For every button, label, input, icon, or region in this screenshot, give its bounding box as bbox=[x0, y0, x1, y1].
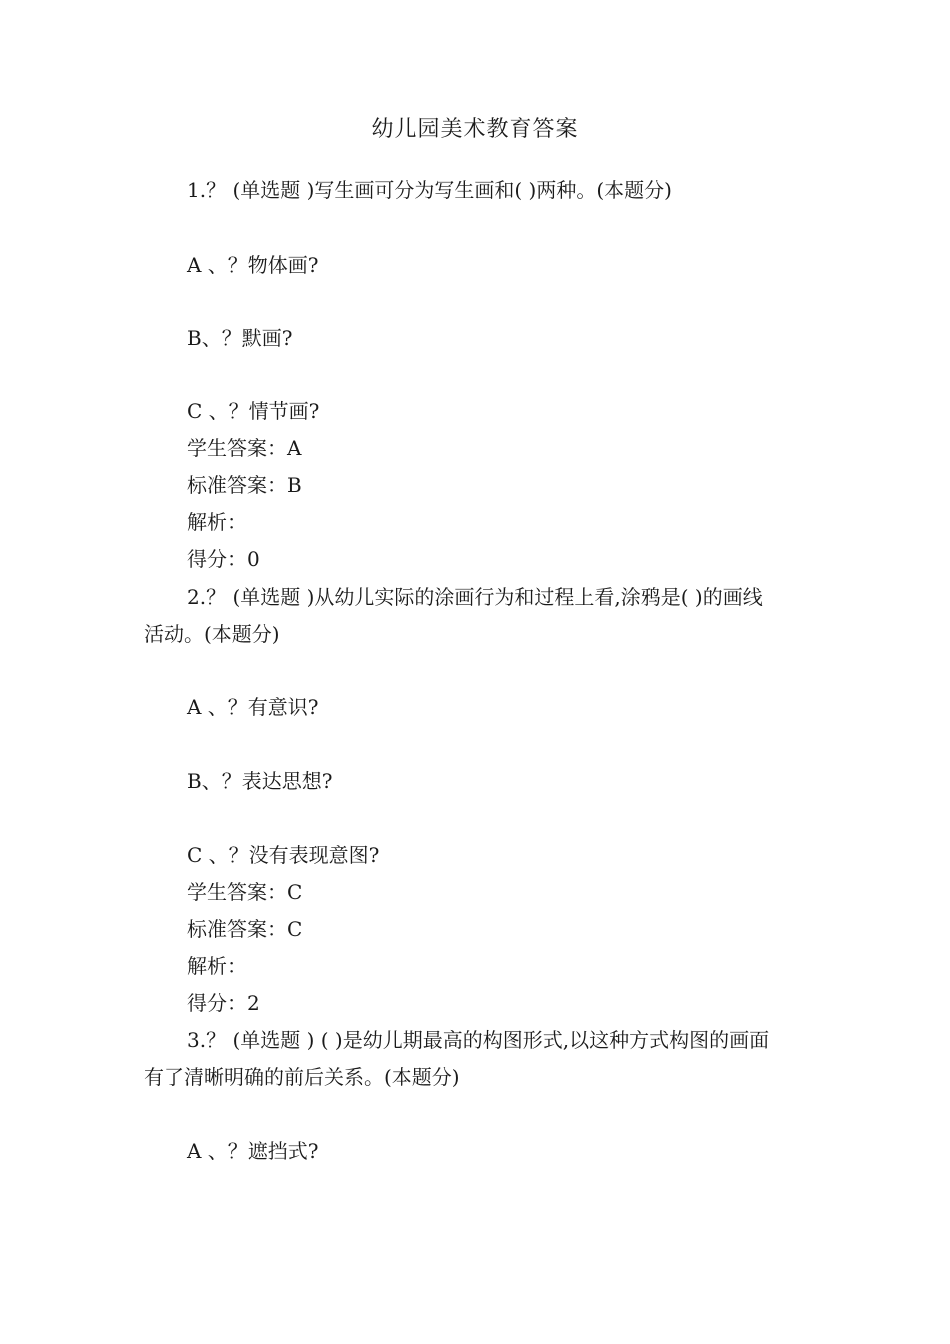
question-3-stem: 3.？ (单选题 ) ( )是幼儿期最高的构图形式,以这种方式构图的画面 bbox=[187, 1028, 770, 1052]
question-1-option-c: C 、？情节画? bbox=[187, 399, 320, 423]
question-2-student-answer: 学生答案：C bbox=[187, 880, 303, 904]
question-1-standard-answer: 标准答案：B bbox=[187, 473, 302, 497]
question-2-analysis: 解析： bbox=[187, 954, 247, 978]
question-2-option-c: C 、？没有表现意图? bbox=[187, 843, 380, 867]
question-2-standard-answer: 标准答案：C bbox=[187, 917, 303, 941]
question-1-option-b: B、？默画? bbox=[187, 326, 293, 350]
question-2-stem-continued: 活动。(本题分) bbox=[144, 622, 280, 646]
document-title: 幼儿园美术教育答案 bbox=[371, 117, 579, 142]
question-1-student-answer: 学生答案：A bbox=[187, 436, 302, 460]
question-1-option-a: A 、？物体画? bbox=[187, 253, 319, 277]
question-1-score: 得分：0 bbox=[187, 547, 260, 571]
question-1-analysis: 解析： bbox=[187, 510, 247, 534]
question-3-option-a: A 、？遮挡式? bbox=[187, 1139, 319, 1163]
question-3-stem-continued: 有了清晰明确的前后关系。(本题分) bbox=[144, 1065, 460, 1089]
question-2-option-b: B、？表达思想? bbox=[187, 769, 333, 793]
question-2-stem: 2.？ (单选题 )从幼儿实际的涂画行为和过程上看,涂鸦是( )的画线 bbox=[187, 585, 763, 609]
question-1-stem: 1.？ (单选题 )写生画可分为写生画和( )两种。(本题分) bbox=[187, 178, 672, 202]
question-2-score: 得分：2 bbox=[187, 991, 260, 1015]
question-2-option-a: A 、？有意识? bbox=[187, 695, 319, 719]
